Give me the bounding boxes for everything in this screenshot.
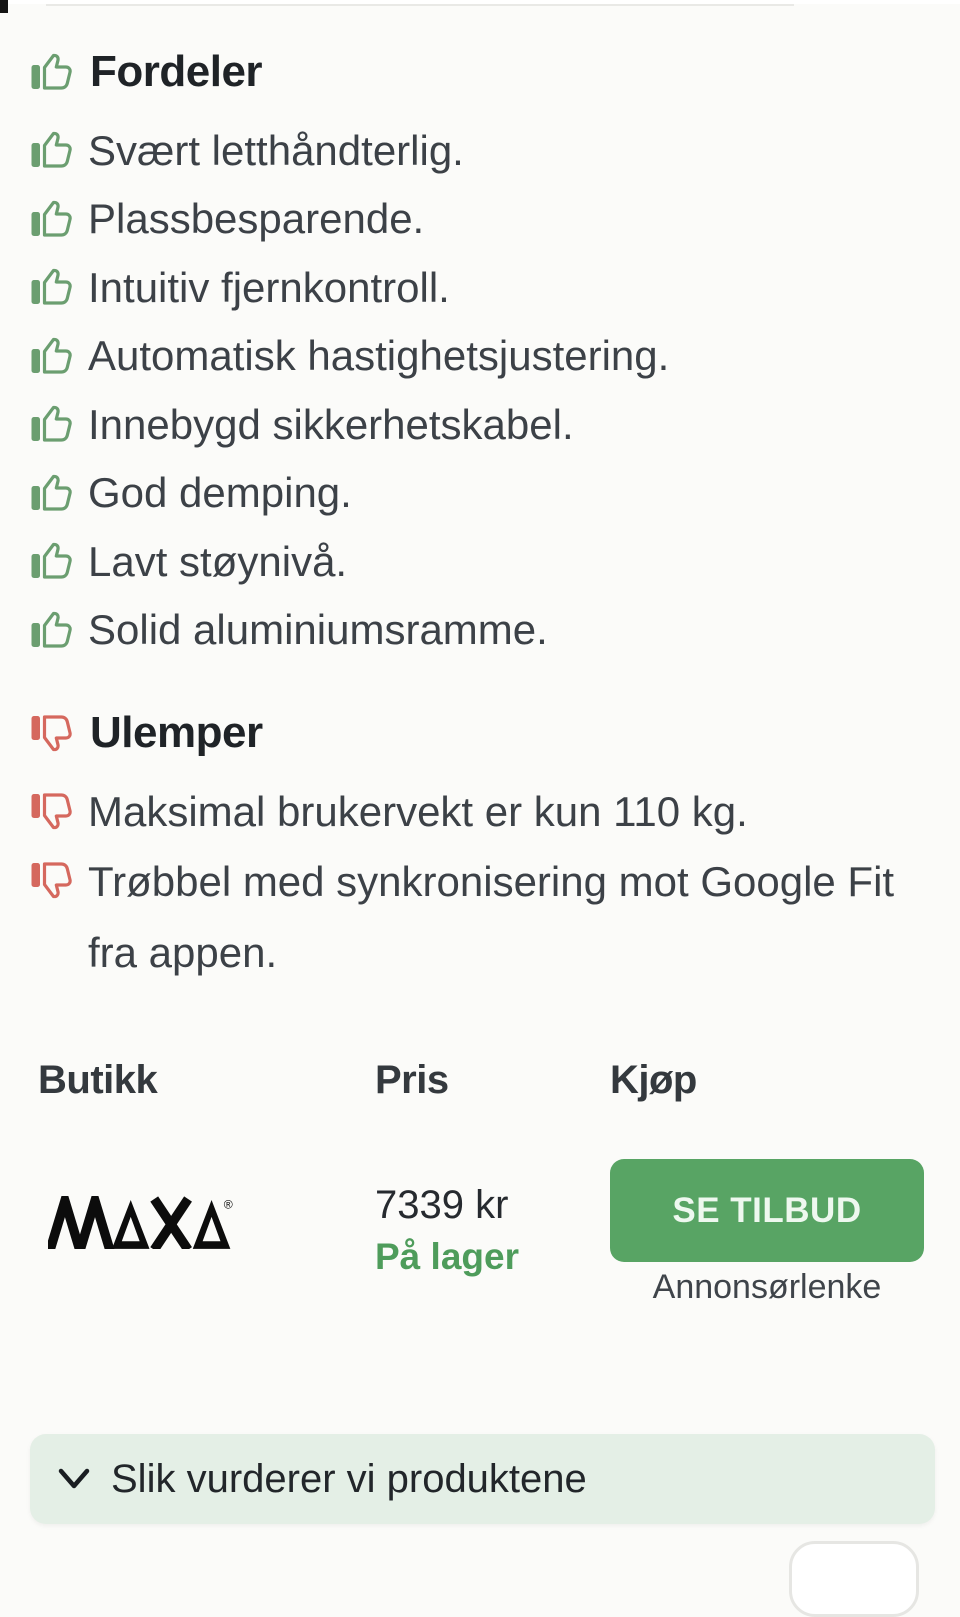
list-item (30, 322, 669, 391)
thumbs-up-icon (30, 267, 74, 307)
pros-section (30, 40, 669, 664)
thumbs-up-icon (30, 541, 74, 581)
thumbs-up-icon (30, 404, 74, 444)
pro-item-label: Intuitiv fjernkontroll. (88, 263, 450, 311)
pro-item-label: Solid aluminiumsramme. (88, 606, 548, 654)
column-header-price: Pris (375, 1058, 449, 1102)
con-item-label: Trøbbel med synkronisering mot Google Fit fra appen. (88, 857, 895, 976)
floating-button[interactable] (789, 1541, 919, 1617)
pro-item-label: Lavt støynivå. (88, 537, 348, 585)
stock-status: På lager (375, 1236, 519, 1277)
thumbs-up-icon (30, 199, 74, 239)
list-item (30, 527, 669, 596)
column-header-store: Butikk (38, 1058, 158, 1102)
thumbs-down-icon (30, 713, 74, 753)
buy-cell (610, 1126, 924, 1307)
pros-title: Fordeler (90, 47, 263, 96)
accordion-label: Slik vurderer vi produktene (111, 1456, 587, 1501)
thumbs-up-icon (30, 336, 74, 376)
list-item (30, 390, 669, 459)
chevron-down-icon (57, 1466, 91, 1492)
thumbs-up-icon (30, 130, 74, 170)
cons-section (30, 701, 913, 988)
how-we-rate-accordion[interactable] (30, 1434, 935, 1524)
svg-text:®: ® (223, 1197, 233, 1212)
list-item (30, 846, 913, 988)
pro-item-label: God demping. (88, 469, 352, 517)
list-item (30, 116, 669, 185)
list-item (30, 459, 669, 528)
list-item (30, 596, 669, 665)
se-tilbud-button[interactable]: SE TILBUD (610, 1159, 924, 1262)
list-item (30, 185, 669, 254)
corner-artifact (0, 0, 8, 13)
cons-list (30, 777, 913, 988)
list-item (30, 777, 913, 846)
cons-title: Ulemper (90, 708, 263, 757)
column-header-buy: Kjøp (610, 1058, 697, 1102)
maxa-logo[interactable] (48, 1196, 236, 1249)
thumbs-up-icon (30, 52, 74, 92)
pro-item-label: Innebygd sikkerhetskabel. (88, 400, 574, 448)
advertiser-link-label: Annonsørlenke (652, 1268, 882, 1306)
price-cell (375, 1126, 610, 1307)
table-row (38, 1126, 930, 1307)
thumbs-down-icon (30, 791, 74, 831)
pro-item-label: Svært letthåndterlig. (88, 126, 464, 174)
list-item (30, 253, 669, 322)
pro-item-label: Automatisk hastighetsjustering. (88, 332, 670, 380)
pro-item-label: Plassbesparende. (88, 195, 425, 243)
price-value: 7339 kr (375, 1183, 509, 1227)
thumbs-up-icon (30, 610, 74, 650)
top-divider-line (46, 4, 794, 6)
thumbs-up-icon (30, 473, 74, 513)
pros-heading (30, 40, 669, 104)
store-cell (38, 1126, 375, 1307)
thumbs-down-icon (30, 860, 74, 900)
con-item-label: Maksimal brukervekt er kun 110 kg. (88, 787, 748, 835)
shop-table-header (38, 1058, 930, 1118)
shop-table (38, 1058, 930, 1307)
pros-list (30, 116, 669, 664)
cons-heading (30, 701, 913, 765)
